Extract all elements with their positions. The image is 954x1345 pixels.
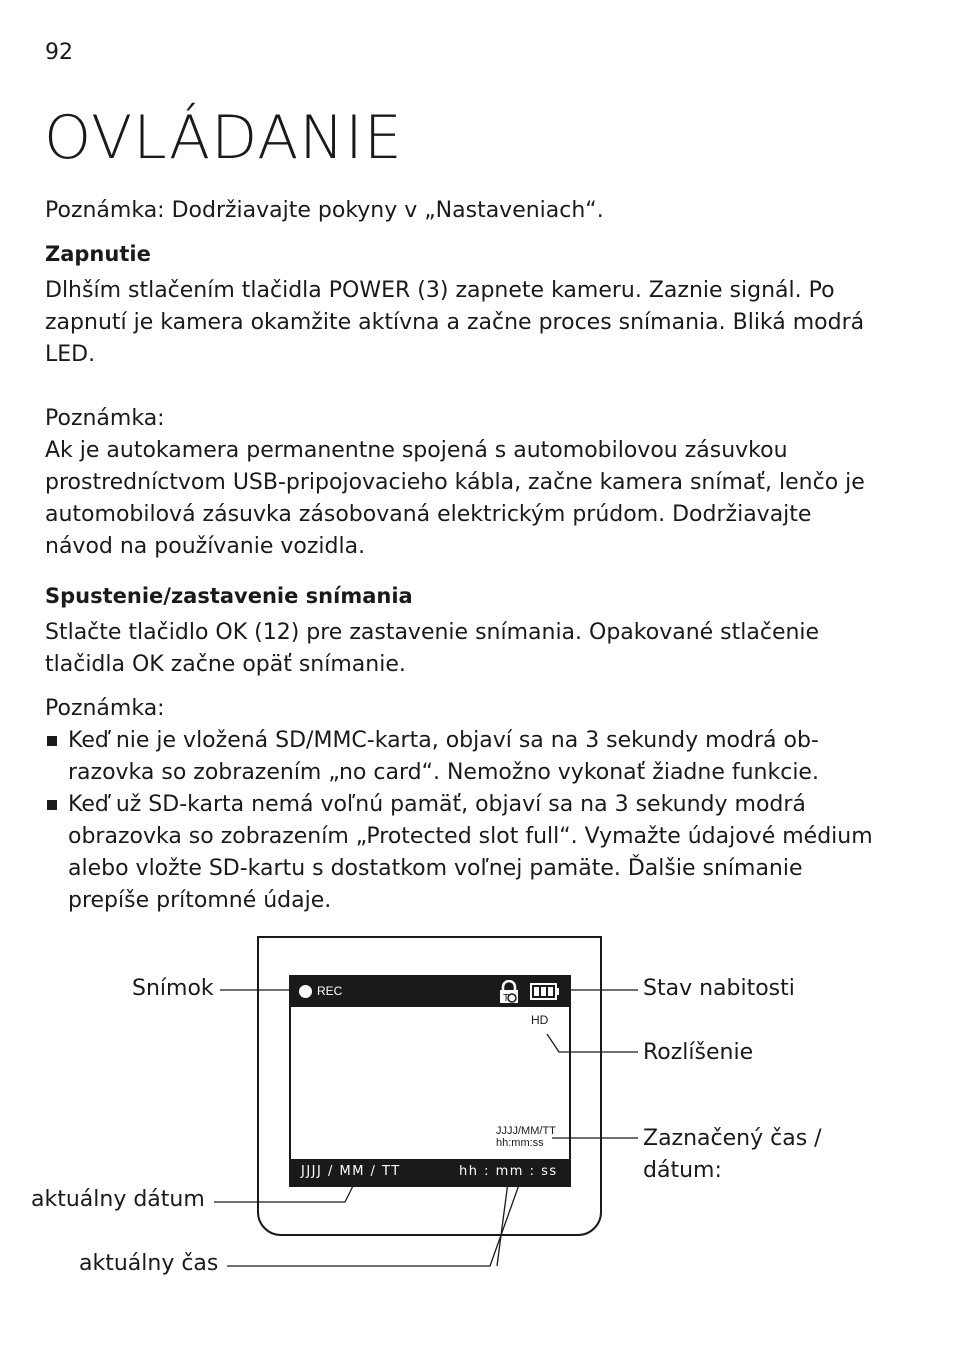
svg-text:T: T: [503, 993, 510, 1004]
label-timestamp: [643, 1123, 822, 1187]
stamp-date: JJJJ/MM/TT: [496, 1125, 556, 1137]
label-timestamp-line1: Zaznačený čas /: [643, 1126, 822, 1151]
heading-record: Spustenie/zastavenie snímania: [45, 584, 413, 608]
label-current-time: aktuálny čas: [79, 1251, 219, 1276]
page-number: 92: [45, 40, 73, 65]
record-note-list: [45, 725, 875, 917]
current-date-display: JJJJ / MM / TT: [301, 1164, 401, 1179]
label-resolution: Rozlíšenie: [643, 1040, 754, 1065]
resolution-indicator: HD: [531, 1013, 549, 1027]
intro-note: Poznámka: Dodržiavajte pokyny v „Nastaveniach“.: [45, 198, 604, 223]
list-item: Keď už SD-karta nemá voľnú pamäť, objaví sa na 3 sekundy modrá obrazovka so zobrazením „Protected slot full“. Vymažte údajové médium alebo vložte SD-kartu s dostatkom voľnej pamäte. Ďalšie snímanie prepíše prítomné údaje.: [45, 789, 875, 917]
current-time-display: hh : mm : ss: [459, 1164, 558, 1179]
list-item: Keď nie je vložená SD/MMC-karta, objaví sa na 3 sekundy modrá ob-razovka so zobrazením „no card“. Nemožno vykonať žiadne funkcie.: [45, 725, 875, 789]
power-note-text: Ak je autokamera permanentne spojená s automobilovou zásuvkou prostredníctvom USB-pripojovacieho kábla, začne kamera snímať, lenčo je automobilová zásuvka zásobovaná elektrickým prúdom. Dodržiavajte návod na používanie vozidla.: [45, 438, 865, 559]
content: [45, 195, 875, 917]
rec-label: REC: [317, 984, 343, 998]
label-timestamp-line2: dátum:: [643, 1158, 722, 1183]
record-note-label: Poznámka:: [45, 696, 165, 721]
page-title: OVLÁDANIE: [44, 103, 403, 173]
label-recording: Snímok: [132, 976, 214, 1001]
label-current-date: aktuálny dátum: [31, 1187, 205, 1212]
power-note-label: Poznámka:: [45, 406, 165, 431]
label-battery: Stav nabitosti: [643, 976, 795, 1001]
power-text: Dlhším stlačením tlačidla POWER (3) zapnete kameru. Zaznie signál. Po zapnutí je kamera okamžite aktívna a začne proces snímania. Bliká modrá LED.: [45, 278, 865, 367]
stamp-time: hh:mm:ss: [496, 1137, 544, 1149]
camera-display-diagram: [0, 930, 954, 1290]
record-text: Stlačte tlačidlo OK (12) pre zastavenie snímania. Opakované stlačenie tlačidla OK začne opäť snímanie.: [45, 620, 820, 677]
heading-power: Zapnutie: [45, 242, 151, 266]
